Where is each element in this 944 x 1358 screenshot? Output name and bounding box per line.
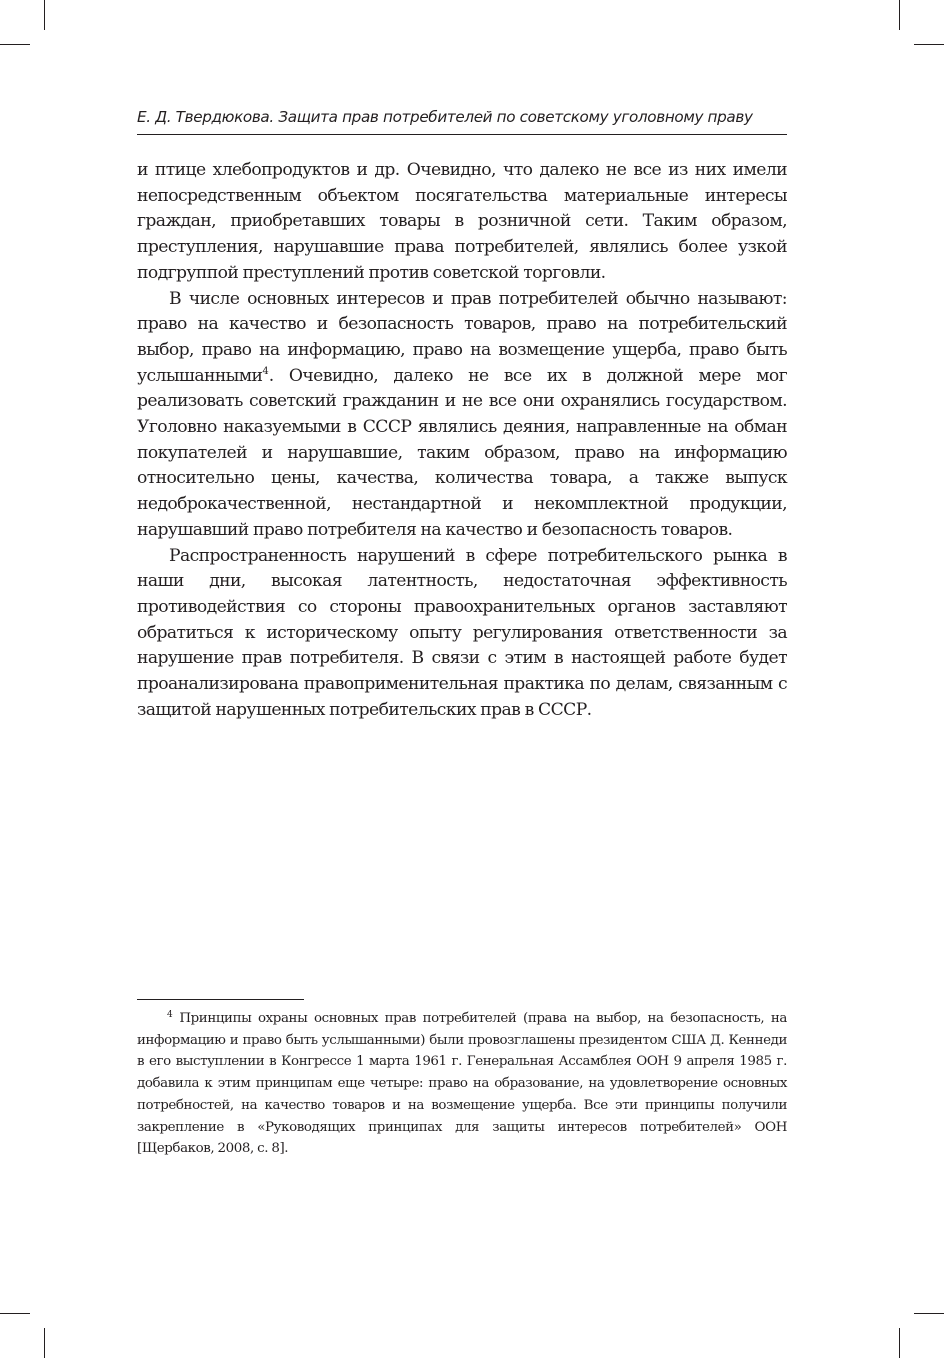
crop-mark-bottom-left (44, 1328, 45, 1358)
running-head: Е. Д. Твердюкова. Защита прав потребителей по советскому уголовному праву (137, 108, 753, 126)
footnote-reference[interactable]: 4 (262, 365, 269, 377)
paragraph-2-part-1: В числе основных интересов и прав потребителей обычно называют: право на качество и безопасность товаров, право на потребительский выбор, право на информацию, право на возмещение ущерба, право быть услышанными (137, 288, 787, 386)
crop-mark-top-left-h (0, 44, 30, 45)
crop-mark-bottom-left-h (0, 1313, 30, 1314)
paragraph-2-part-2: . Очевидно, далеко не все их в должной мере мог реализовать советский гражданин и не все они охранялись государством. Уголовно наказуемыми в СССР являлись деяния, направленные на обман покупателей и нарушавшие, таким образом, право на информацию относительно цены, качества, количества товара, а также выпуск недоброкачественной, нестандартной и некомплектной продукции, нарушавший право потребителя на качество и безопасность товаров. (137, 365, 787, 540)
crop-mark-top-right (899, 0, 900, 30)
main-text (137, 158, 787, 723)
crop-mark-bottom-right (899, 1328, 900, 1358)
header-rule (137, 134, 787, 135)
footnote-rule (137, 999, 304, 1000)
footnote (137, 1008, 787, 1160)
paragraph-1: и птице хлебопродуктов и др. Очевидно, что далеко не все из них имели непосредственным объектом посягательства материальные интересы граждан, приобретавших товары в розничной сети. Таким образом, преступления, нарушавшие права потребителей, являлись более узкой подгруппой преступлений против советской торговли. (137, 160, 787, 283)
crop-mark-top-left (44, 0, 45, 30)
footnote-number: 4 (167, 1010, 173, 1020)
paragraph-3: Распространенность нарушений в сфере потребительского рынка в наши дни, высокая латентность, недостаточная эффективность противодействия со стороны правоохранительных органов заставляют обратиться к историческому опыту регулирования ответственности за нарушение прав потребителя. В связи с этим в настоящей работе будет проанализирована правоприменительная практика по делам, связанным с защитой нарушенных потребительских прав в СССР. (137, 545, 787, 720)
crop-mark-bottom-right-h (914, 1313, 944, 1314)
crop-mark-top-right-h (914, 44, 944, 45)
footnote-text: Принципы охраны основных прав потребителей (права на выбор, на безопасность, на информацию и право быть услышанными) были провозглашены президентом США Д. Кеннеди в его выступлении в Конгрессе 1 марта 1961 г. Генеральная Ассамблея ООН 9 апреля 1985 г. добавила к этим принципам еще четыре: право на образование, на удовлетворение основных потребностей, на качество товаров и на возмещение ущерба. Все эти принципы получили закрепление в «Руководящих принципах для защиты интересов потребителей» ООН [Щербаков, 2008, с. 8]. (137, 1011, 787, 1157)
paragraph-2 (137, 287, 787, 544)
